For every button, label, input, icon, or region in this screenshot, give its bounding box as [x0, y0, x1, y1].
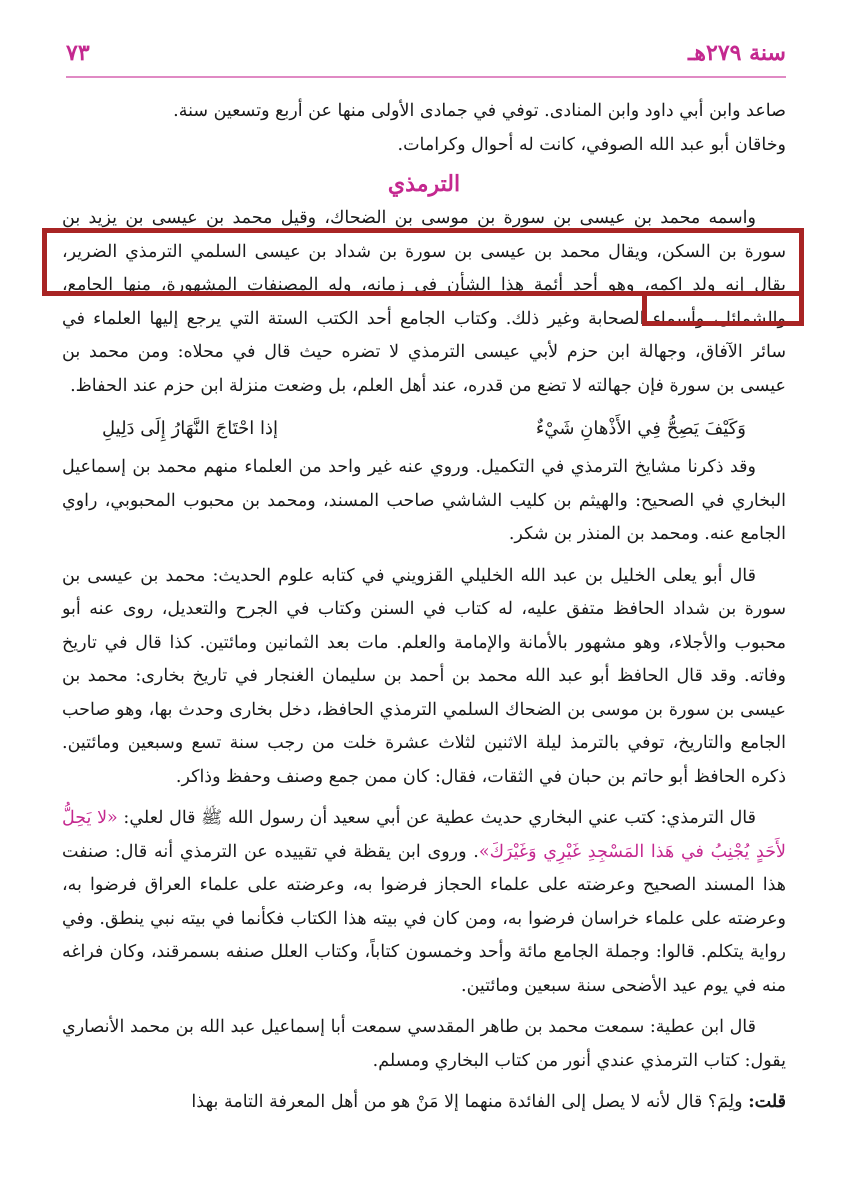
hadith-intro: قال الترمذي: كتب عني البخاري حديث عطية عن أبي سعيد أن رسول الله ﷺ قال لعلي:: [117, 808, 756, 828]
qultu-lead: قلت:: [748, 1092, 786, 1112]
highlight-box-nisba: [642, 296, 804, 326]
header-rule: [66, 76, 786, 78]
paragraph-last: [62, 1086, 786, 1120]
hadith-continuation: . وروى ابن يقظة في تقييده عن الترمذي أنه قال: صنفت هذا المسند الصحيح وعرضته على علماء الحجاز فرضوا به، وعرضته على علماء العراق فرضوا به، وعرضته على علماء خراسان فرضوا به، ومن كان في بيته هذا الكتاب فكأنما في بيته نبي ينطق. وفي رواية يتكلم. قالوا: وجملة الجامع مائة وأحد وخمسون كتاباً، وكتاب العلل صنفه بسمرقند، وكان فراغه منه في يوم عيد الأضحى سنة سبعين ومائتين.: [62, 841, 786, 996]
paragraph-top-1: صاعد وابن أبي داود وابن المنادى. توفي في جمادى الأولى منها عن أربع وتسعين سنة.: [173, 101, 786, 121]
paragraph-hadith: [62, 802, 786, 1003]
paragraph-ibn-atiyya: قال ابن عطية: سمعت محمد بن طاهر المقدسي سمعت أبا إسماعيل عبد الله بن محمد الأنصاري يقول: كتاب الترمذي عندي أنور من كتاب البخاري ومسلم.: [62, 1017, 786, 1071]
section-title: الترمذي: [387, 171, 461, 197]
paragraph-bio: واسمه محمد بن عيسى بن سورة بن موسى بن الضحاك، وقيل محمد بن عيسى بن يزيد بن سورة بن السكن، ويقال محمد بن عيسى بن سورة بن شداد بن عيسى السلمي الترمذي الضرير، يقال إنه ولد اكمه، وهو أحد أئمة هذا الشأن في زمانه، وله المصنفات المشهورة، منها الجامع، والشمائل، وأسماء الصحابة وغير ذلك. وكتاب الجامع أحد الكتب الستة التي يرجع إليها العلماء في سائر الآفاق، وجهالة ابن حزم لأبي عيسى الترمذي لا تضره حيث قال في محلاه: ومن محمد بن عيسى بن سورة فإن جهالته لا تضع من قدره، عند أهل العلم، بل وضعت منزلة ابن حزم عند الحفاظ.: [62, 208, 786, 396]
paragraph-khalili: قال أبو يعلى الخليل بن عبد الله الخليلي القزويني في كتابه علوم الحديث: محمد بن عيسى بن سورة بن شداد الحافظ متفق عليه، له كتاب في السنن وكتاب في الجرح والتعديل، روى عنه أبو محبوب والأجلاء، وهو مشهور بالأمانة والإمامة والعلم. مات بعد الثمانين ومائتين. كذا قال في تاريخ وفاته. وقد قال الحافظ أبو عبد الله محمد بن أحمد بن سليمان الغنجار في تاريخ بخارى: محمد بن عيسى بن سورة بن موسى بن الضحاك السلمي الترمذي الحافظ، دخل بخارى وحدث بها، وهو صاحب الجامع والتاريخ، توفي بالترمذ ليلة الاثنين لثلاث عشرة خلت من رجب سنة تسع وسبعين ومائتين. ذكره الحافظ أبو حاتم بن حبان في الثقات، فقال: كان ممن جمع وصنف وحفظ وذاكر.: [62, 565, 786, 787]
highlight-box-name: [42, 228, 804, 296]
page-number: ٧٣: [66, 40, 90, 66]
paragraph-last-text: ولِمَ؟ قال لأنه لا يصل إلى الفائدة منهما إلا مَنْ هو من أهل المعرفة التامة بهذا: [191, 1092, 749, 1112]
poetry-verse: [102, 411, 746, 447]
page-header: [66, 40, 786, 76]
verse-second-hemistich: إذا احْتَاجَ النَّهَارُ إِلَى دَلِيلِ: [102, 418, 279, 439]
verse-first-hemistich: وَكَيْفَ يَصِحُّ فِي الأَذْهانِ شَيْءٌ: [535, 418, 746, 439]
paragraph-teachers: وقد ذكرنا مشايخ الترمذي في التكميل. وروي عنه غير واحد من العلماء منهم محمد بن إسماعيل البخاري في الصحيح: والهيثم بن كليب الشاشي صاحب المسند، ومحمد بن محبوب المحبوبي، راوي الجامع عنه. ومحمد بن المنذر بن شكر.: [62, 457, 786, 544]
hadith-quote: «لا يَحِلُّ لأَحَدٍ يُجْنِبُ في هَذا المَسْجِدِ غَيْرِي وَغَيْرَكَ»: [62, 808, 786, 862]
header-year: سنة ٢٧٩هـ: [687, 40, 786, 66]
paragraph-top-2: وخاقان أبو عبد الله الصوفي، كانت له أحوال وكرامات.: [397, 134, 786, 155]
